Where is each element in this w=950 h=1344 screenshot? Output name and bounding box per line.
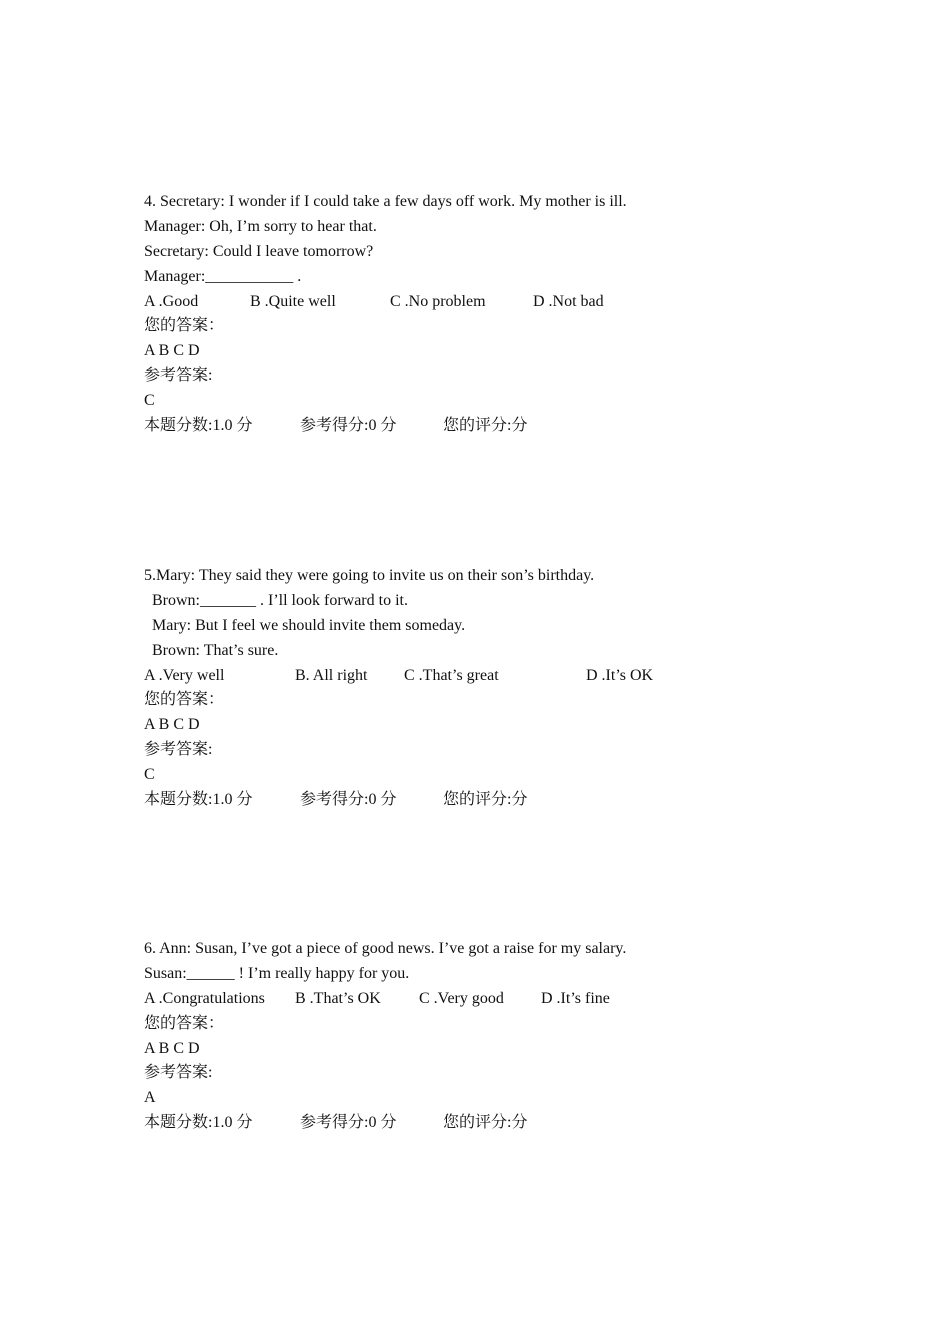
option-b[interactable]: B .Quite well <box>250 292 336 310</box>
reference-answer: C <box>144 392 155 410</box>
option-a[interactable]: A .Congratulations <box>144 989 265 1007</box>
question-6 <box>144 937 864 1136</box>
reference-score: 参考得分:0 分 <box>300 1114 397 1132</box>
question-text: 5.Mary: They said they were going to invite us on their son’s birthday. <box>144 567 595 584</box>
your-answer-label: 您的答案： <box>144 317 225 335</box>
option-c[interactable]: C .That’s great <box>404 666 499 684</box>
your-answer-label: 您的答案： <box>144 1014 225 1032</box>
reference-answer-label: 参考答案: <box>144 1064 213 1082</box>
your-answer-label: 您的答案： <box>144 691 225 709</box>
question-text: 6. Ann: Susan, I’ve got a piece of good news. I’ve got a raise for my salary. <box>144 940 627 957</box>
dialogue-line: Susan:______ ! I’m really happy for you. <box>144 964 410 982</box>
dialogue-line: Manager:___________ . <box>144 267 302 285</box>
options-row <box>144 987 864 1012</box>
dialogue-line: Mary: But I feel we should invite them someday. <box>152 616 466 634</box>
option-c[interactable]: C .No problem <box>390 292 486 310</box>
option-b[interactable]: B .That’s OK <box>295 989 381 1007</box>
dialogue-line: Secretary: Could I leave tomorrow? <box>144 242 374 260</box>
reference-answer-label: 参考答案: <box>144 741 213 759</box>
question-text: 4. Secretary: I wonder if I could take a few days off work. My mother is ill. <box>144 193 627 210</box>
score-row <box>144 414 864 439</box>
score-row <box>144 788 864 813</box>
reference-answer: C <box>144 766 155 784</box>
question-4 <box>144 190 864 439</box>
option-b[interactable]: B. All right <box>295 666 368 684</box>
your-score: 您的评分:分 <box>443 791 528 809</box>
option-d[interactable]: D .It’s OK <box>586 666 654 684</box>
question-score: 本题分数:1.0 分 <box>144 1114 253 1132</box>
reference-answer-label: 参考答案: <box>144 367 213 385</box>
reference-score: 参考得分:0 分 <box>300 791 397 809</box>
option-a[interactable]: A .Very well <box>144 666 225 684</box>
option-d[interactable]: D .Not bad <box>533 292 604 310</box>
reference-answer: A <box>144 1089 156 1107</box>
reference-score: 参考得分:0 分 <box>300 417 397 435</box>
your-score: 您的评分:分 <box>443 1114 528 1132</box>
dialogue-line: Brown: That’s sure. <box>152 641 279 659</box>
score-row <box>144 1111 864 1136</box>
question-score: 本题分数:1.0 分 <box>144 417 253 435</box>
question-score: 本题分数:1.0 分 <box>144 791 253 809</box>
your-answer: A B C D <box>144 342 200 360</box>
question-5 <box>144 564 864 813</box>
your-score: 您的评分:分 <box>443 417 528 435</box>
your-answer: A B C D <box>144 1039 200 1057</box>
option-a[interactable]: A .Good <box>144 292 199 310</box>
option-d[interactable]: D .It’s fine <box>541 989 610 1007</box>
your-answer: A B C D <box>144 716 200 734</box>
dialogue-line: Brown:_______ . I’ll look forward to it. <box>152 591 408 609</box>
option-c[interactable]: C .Very good <box>419 989 504 1007</box>
dialogue-line: Manager: Oh, I’m sorry to hear that. <box>144 217 377 235</box>
options-row <box>144 664 864 689</box>
options-row <box>144 290 864 315</box>
